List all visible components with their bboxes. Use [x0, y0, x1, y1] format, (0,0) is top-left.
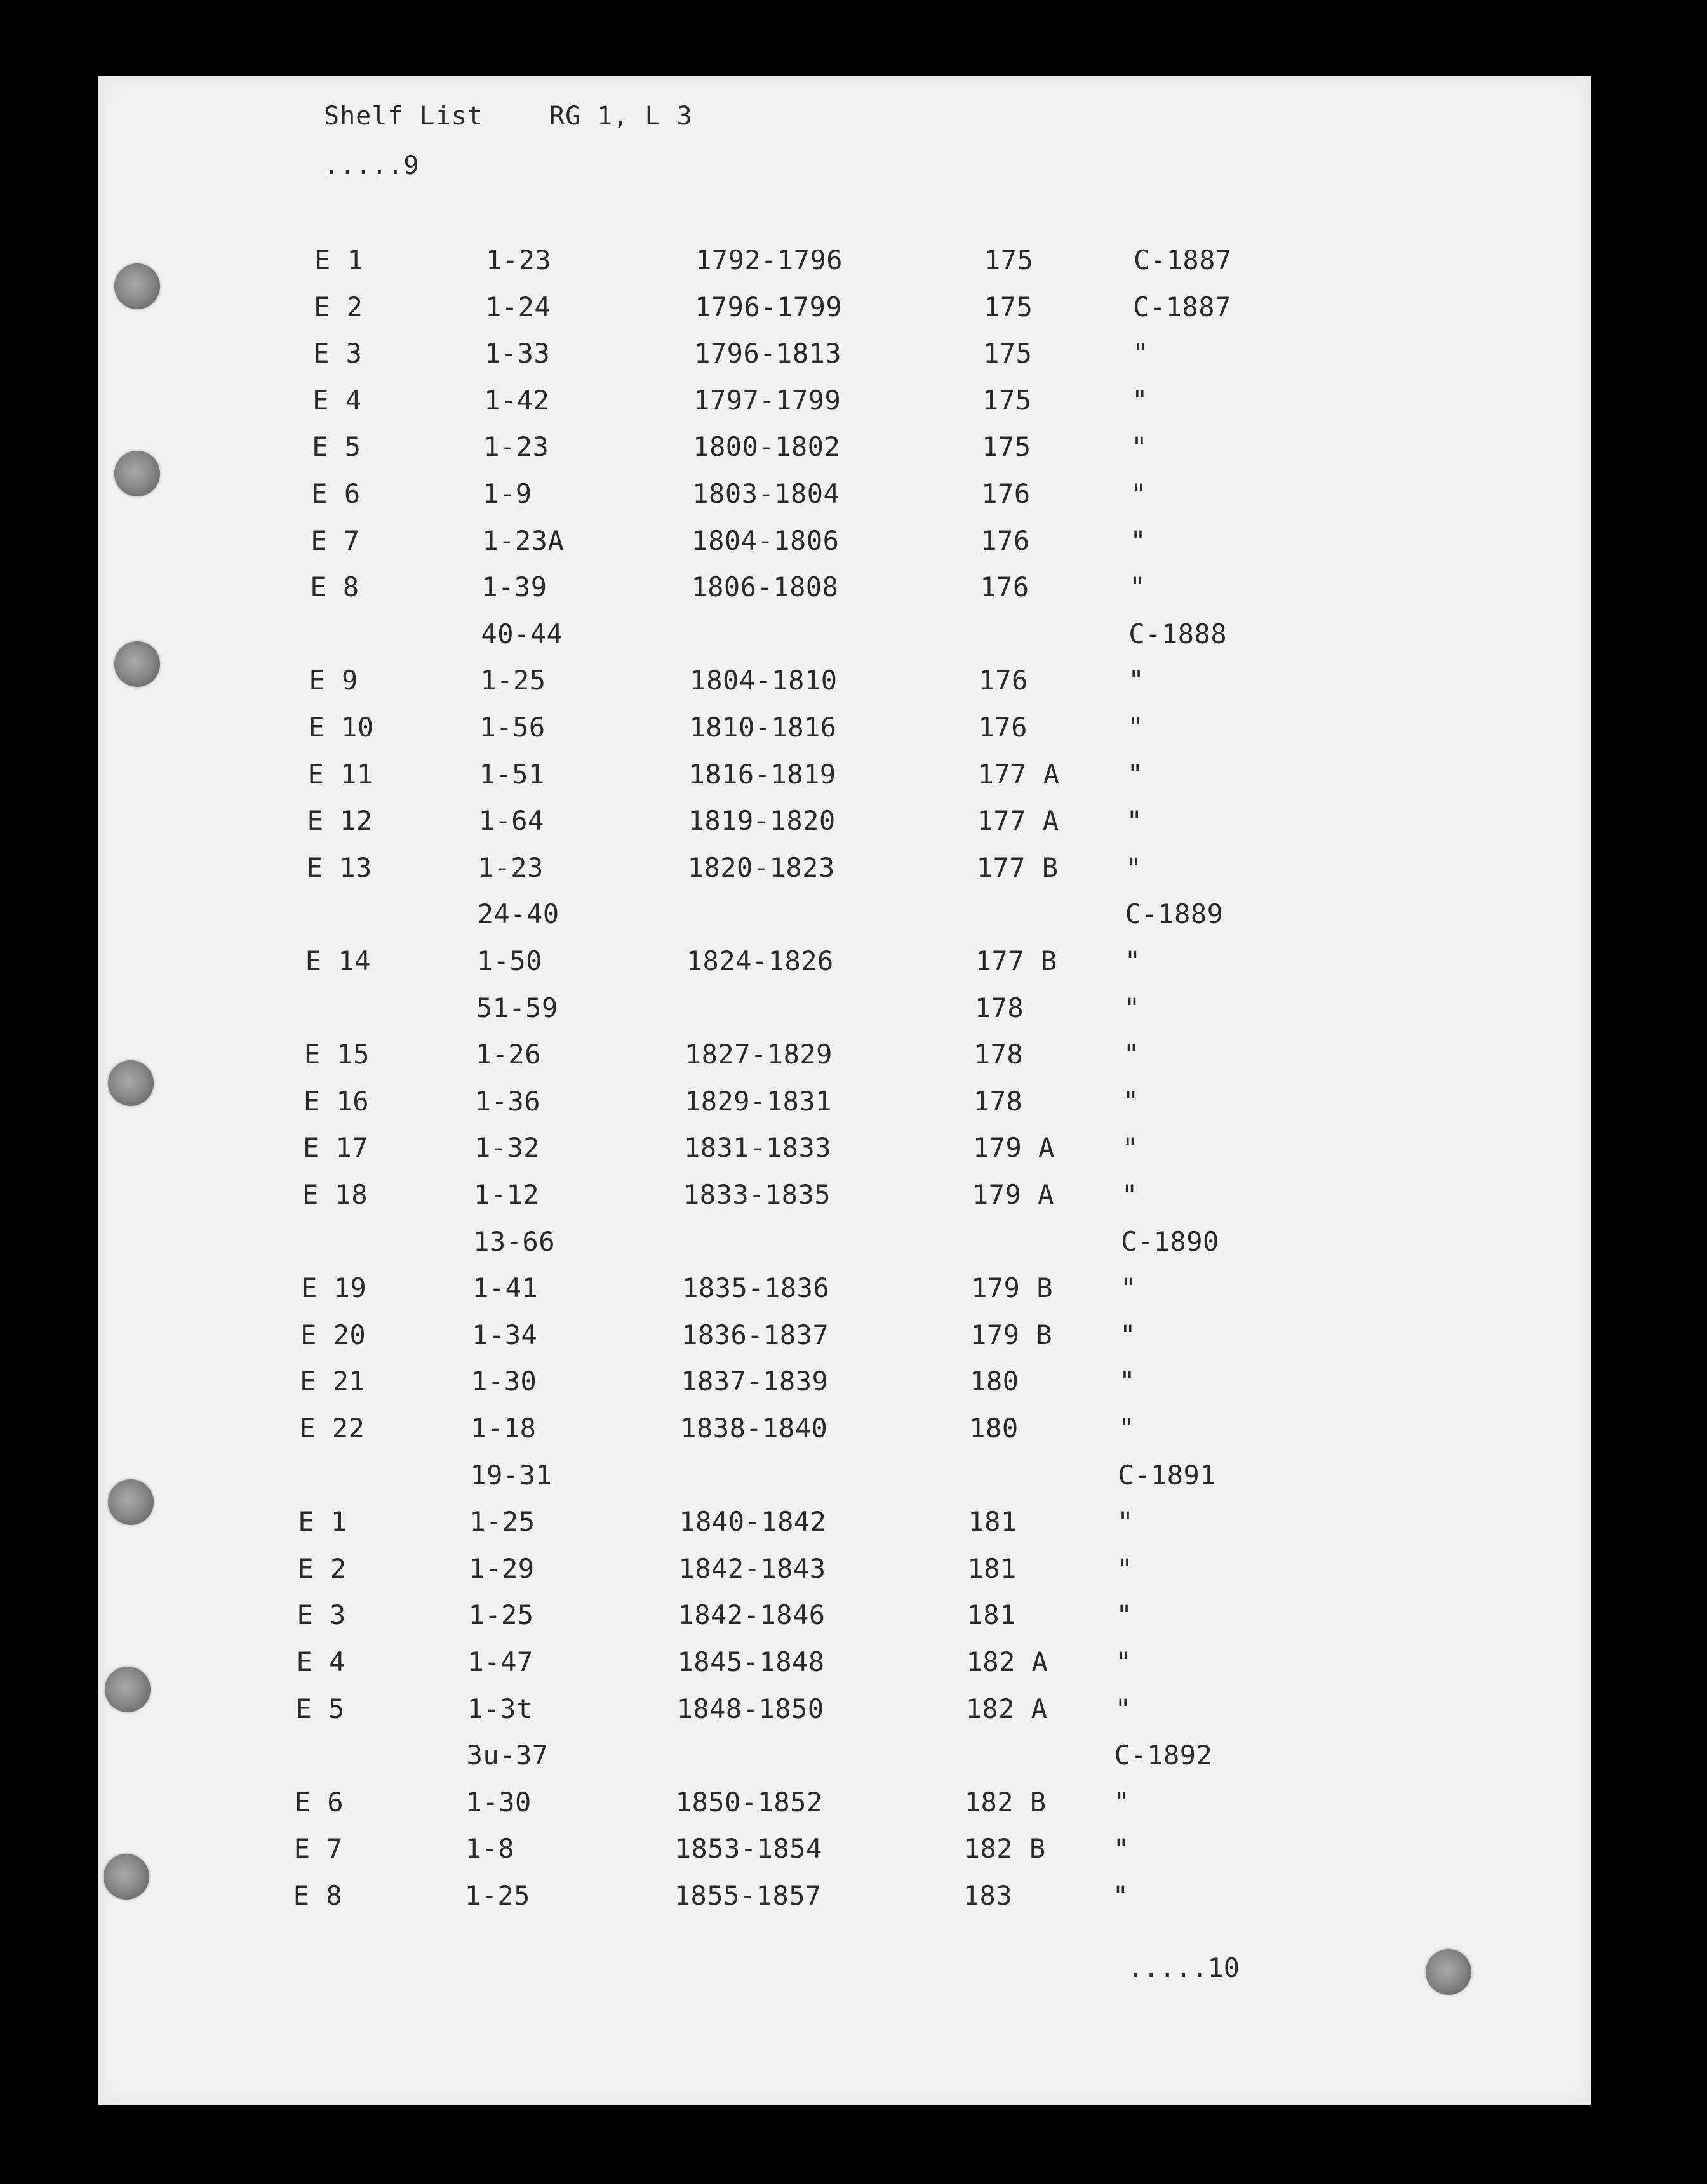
table-row	[307, 852, 1450, 890]
table-row	[302, 1226, 1445, 1264]
note-mark: "	[1120, 1319, 1136, 1350]
table-row	[304, 1039, 1447, 1077]
date-range: 1796-1799	[695, 291, 843, 323]
note-mark: "	[1116, 1599, 1133, 1631]
date-range: 1797-1799	[693, 384, 841, 416]
entry-number: E 2	[297, 1552, 347, 1584]
box-number: 179 B	[970, 1319, 1053, 1350]
note-mark: "	[1127, 712, 1144, 743]
date-range: 1837-1839	[681, 1366, 829, 1397]
entry-number: E 6	[294, 1786, 344, 1818]
table-row	[312, 431, 1455, 469]
note-mark: C-1891	[1118, 1459, 1217, 1491]
date-range: 1804-1806	[692, 524, 840, 556]
punch-hole	[114, 263, 160, 309]
file-range: 1-39	[481, 571, 547, 603]
file-range: 1-26	[475, 1039, 542, 1070]
box-number: 179 B	[971, 1272, 1054, 1304]
date-range: 1820-1823	[687, 851, 835, 883]
note-mark: "	[1130, 478, 1148, 509]
note-mark: "	[1119, 1366, 1135, 1397]
table-row	[305, 945, 1449, 983]
box-number: 175	[983, 338, 1033, 370]
table-row	[314, 291, 1457, 330]
table-row	[304, 1086, 1447, 1124]
file-range: 1-25	[464, 1880, 530, 1911]
note-mark: "	[1128, 665, 1145, 696]
note-mark: C-1889	[1125, 898, 1224, 930]
date-range: 1829-1831	[684, 1085, 832, 1117]
note-mark: "	[1118, 1413, 1135, 1444]
punch-hole	[105, 1667, 151, 1712]
file-range: 1-25	[480, 665, 546, 696]
note-mark: "	[1116, 1552, 1134, 1584]
date-range: 1835-1836	[682, 1272, 830, 1304]
table-row	[310, 571, 1453, 609]
box-number: 175	[982, 384, 1032, 416]
note-mark: "	[1117, 1506, 1134, 1538]
file-range: 1-34	[472, 1319, 538, 1350]
box-number: 180	[970, 1366, 1019, 1397]
date-range: 1836-1837	[681, 1319, 829, 1350]
box-number: 176	[980, 571, 1029, 603]
entry-number: E 7	[311, 524, 360, 556]
table-row	[307, 805, 1450, 843]
entry-number: E 1	[314, 244, 364, 276]
file-range: 1-25	[469, 1506, 535, 1538]
note-mark: C-1892	[1114, 1740, 1213, 1771]
table-row	[312, 385, 1456, 423]
table-row	[309, 618, 1452, 656]
entry-number: E 18	[302, 1179, 368, 1210]
file-range: 19-31	[470, 1459, 552, 1491]
box-number: 182 A	[965, 1693, 1048, 1724]
table-row	[295, 1787, 1438, 1825]
entry-number: E 22	[299, 1413, 365, 1444]
file-range: 1-33	[485, 338, 551, 370]
file-range: 1-23	[478, 851, 544, 883]
note-mark: C-1887	[1134, 244, 1232, 276]
file-range: 1-56	[479, 712, 546, 743]
box-number: 181	[967, 1552, 1017, 1584]
entry-number: E 4	[296, 1646, 345, 1677]
box-number: 182 B	[963, 1833, 1046, 1865]
note-mark: "	[1122, 1085, 1139, 1117]
continued-from-marker: .....9	[324, 151, 420, 180]
note-mark: C-1890	[1121, 1225, 1219, 1257]
note-mark: "	[1123, 1039, 1140, 1070]
box-number: 179 A	[972, 1179, 1054, 1210]
note-mark: "	[1130, 524, 1147, 556]
note-mark: "	[1126, 805, 1143, 837]
table-row	[297, 1553, 1440, 1591]
entry-number: E 12	[307, 805, 373, 837]
file-range: 1-24	[485, 291, 551, 323]
file-range: 1-30	[465, 1786, 532, 1818]
date-range: 1824-1826	[686, 945, 834, 976]
table-row	[303, 1132, 1446, 1170]
date-range: 1800-1802	[693, 431, 841, 463]
entry-number: E 9	[309, 665, 358, 696]
note-mark: "	[1113, 1833, 1130, 1865]
entry-number: E 8	[293, 1880, 343, 1911]
file-range: 1-23	[486, 244, 552, 276]
entry-number: E 14	[305, 945, 371, 976]
shelf-list-table	[293, 244, 1457, 1959]
entry-number: E 16	[303, 1085, 370, 1117]
table-row	[302, 1179, 1445, 1217]
entry-number: E 19	[301, 1272, 367, 1304]
entry-number: E 7	[293, 1833, 344, 1865]
note-mark: "	[1124, 945, 1141, 976]
box-number: 176	[979, 665, 1028, 696]
box-number: 178	[974, 992, 1024, 1023]
table-row	[313, 338, 1456, 376]
punch-hole	[114, 641, 160, 687]
punch-hole	[108, 1060, 154, 1106]
file-range: 1-50	[476, 945, 542, 976]
box-number: 178	[973, 1085, 1023, 1117]
note-mark: C-1888	[1128, 618, 1228, 649]
shelf-list-title: Shelf List	[324, 102, 483, 131]
date-range: 1838-1840	[680, 1413, 828, 1444]
note-mark: "	[1127, 758, 1144, 790]
box-number: 181	[967, 1599, 1016, 1631]
date-range: 1827-1829	[685, 1039, 833, 1070]
entry-number: E 17	[302, 1132, 369, 1164]
entry-number: E 3	[313, 338, 363, 370]
box-number: 179 A	[972, 1132, 1055, 1164]
box-number: 175	[984, 291, 1033, 323]
table-row	[297, 1599, 1440, 1637]
file-range: 40-44	[481, 618, 563, 649]
file-range: 1-8	[465, 1833, 515, 1865]
box-number: 177 B	[975, 945, 1057, 976]
box-number: 178	[974, 1039, 1024, 1070]
box-number: 176	[981, 478, 1031, 509]
file-range: 1-23	[483, 431, 549, 463]
file-range: 3u-37	[466, 1740, 549, 1771]
entry-number: E 5	[295, 1693, 345, 1724]
table-row	[298, 1460, 1442, 1498]
table-row	[299, 1413, 1442, 1451]
table-row	[297, 1646, 1440, 1684]
date-range: 1796-1813	[694, 338, 842, 370]
note-mark: "	[1115, 1693, 1132, 1724]
entry-number: E 11	[307, 758, 373, 790]
table-row	[305, 992, 1448, 1030]
entry-number: E 1	[298, 1506, 347, 1538]
date-range: 1845-1848	[677, 1646, 825, 1677]
table-row	[295, 1740, 1438, 1778]
table-row	[306, 898, 1449, 936]
file-range: 13-66	[473, 1225, 555, 1257]
date-range: 1848-1850	[676, 1693, 824, 1724]
table-row	[298, 1506, 1441, 1544]
note-mark: "	[1112, 1880, 1129, 1911]
file-range: 1-29	[469, 1552, 535, 1584]
file-range: 1-25	[468, 1599, 534, 1631]
date-range: 1853-1854	[674, 1833, 822, 1865]
date-range: 1833-1835	[683, 1179, 831, 1210]
continued-to-marker: .....10	[1127, 1952, 1240, 1983]
box-number: 180	[969, 1413, 1019, 1444]
table-row	[300, 1366, 1443, 1404]
entry-number: E 13	[306, 851, 372, 883]
note-mark: "	[1121, 1132, 1139, 1164]
note-mark: "	[1129, 571, 1146, 603]
table-row	[294, 1833, 1437, 1871]
box-number: 183	[963, 1880, 1013, 1911]
file-range: 1-64	[478, 805, 544, 837]
table-row	[293, 1880, 1436, 1918]
file-range: 1-47	[467, 1646, 533, 1677]
entry-number: E 6	[311, 478, 361, 509]
file-range: 1-32	[474, 1132, 540, 1164]
entry-number: E 5	[312, 431, 361, 463]
date-range: 1804-1810	[690, 665, 838, 696]
entry-number: E 2	[314, 291, 363, 323]
table-row	[314, 244, 1457, 283]
table-row	[311, 478, 1454, 516]
note-mark: C-1887	[1133, 291, 1231, 323]
file-range: 24-40	[477, 898, 559, 930]
date-range: 1806-1808	[691, 571, 839, 603]
box-number: 175	[982, 431, 1031, 463]
document-page	[98, 76, 1591, 2105]
record-group-label: RG 1, L 3	[549, 102, 693, 131]
file-range: 1-51	[479, 758, 545, 790]
date-range: 1840-1842	[679, 1506, 827, 1538]
box-number: 177 A	[977, 805, 1059, 837]
date-range: 1816-1819	[688, 758, 836, 790]
date-range: 1803-1804	[692, 478, 840, 509]
note-mark: "	[1123, 992, 1141, 1023]
box-number: 177 B	[976, 851, 1059, 883]
note-mark: "	[1120, 1272, 1137, 1304]
file-range: 1-42	[484, 384, 550, 416]
note-mark: "	[1115, 1646, 1132, 1677]
note-mark: "	[1132, 384, 1148, 416]
file-range: 1-23A	[482, 524, 565, 556]
date-range: 1810-1816	[689, 712, 837, 743]
date-range: 1842-1846	[678, 1599, 826, 1631]
entry-number: E 8	[310, 571, 359, 603]
note-mark: "	[1132, 338, 1149, 370]
table-row	[311, 525, 1454, 563]
file-range: 1-30	[471, 1366, 537, 1397]
table-row	[309, 665, 1452, 703]
table-row	[309, 712, 1452, 750]
entry-number: E 21	[300, 1366, 366, 1397]
entry-number: E 10	[308, 712, 374, 743]
box-number: 176	[978, 712, 1028, 743]
file-range: 1-41	[472, 1272, 539, 1304]
punch-hole	[104, 1854, 149, 1900]
file-range: 1-36	[474, 1085, 541, 1117]
date-range: 1792-1796	[695, 244, 843, 276]
file-range: 1-18	[471, 1413, 537, 1444]
note-mark: "	[1113, 1786, 1130, 1818]
table-row	[301, 1272, 1444, 1310]
file-range: 1-9	[483, 478, 532, 509]
file-range: 51-59	[476, 992, 558, 1023]
note-mark: "	[1125, 851, 1142, 883]
table-row	[296, 1693, 1439, 1731]
date-range: 1831-1833	[683, 1132, 832, 1164]
box-number: 181	[968, 1506, 1017, 1538]
box-number: 176	[981, 524, 1030, 556]
entry-number: E 20	[300, 1319, 366, 1350]
box-number: 182 B	[964, 1786, 1047, 1818]
table-row	[308, 759, 1451, 797]
box-number: 182 A	[966, 1646, 1048, 1677]
file-range: 1-12	[474, 1179, 540, 1210]
entry-number: E 3	[297, 1599, 346, 1631]
note-mark: "	[1131, 431, 1148, 463]
date-range: 1850-1852	[675, 1786, 823, 1818]
entry-number: E 15	[304, 1039, 370, 1070]
punch-hole	[108, 1479, 154, 1525]
punch-hole	[114, 451, 160, 496]
table-row	[300, 1319, 1443, 1357]
note-mark: "	[1121, 1179, 1138, 1210]
date-range: 1819-1820	[688, 805, 836, 837]
box-number: 177 A	[977, 758, 1060, 790]
entry-number: E 4	[312, 384, 362, 416]
date-range: 1842-1843	[678, 1552, 826, 1584]
file-range: 1-3t	[467, 1693, 533, 1724]
box-number: 175	[984, 244, 1034, 276]
date-range: 1855-1857	[674, 1880, 822, 1911]
